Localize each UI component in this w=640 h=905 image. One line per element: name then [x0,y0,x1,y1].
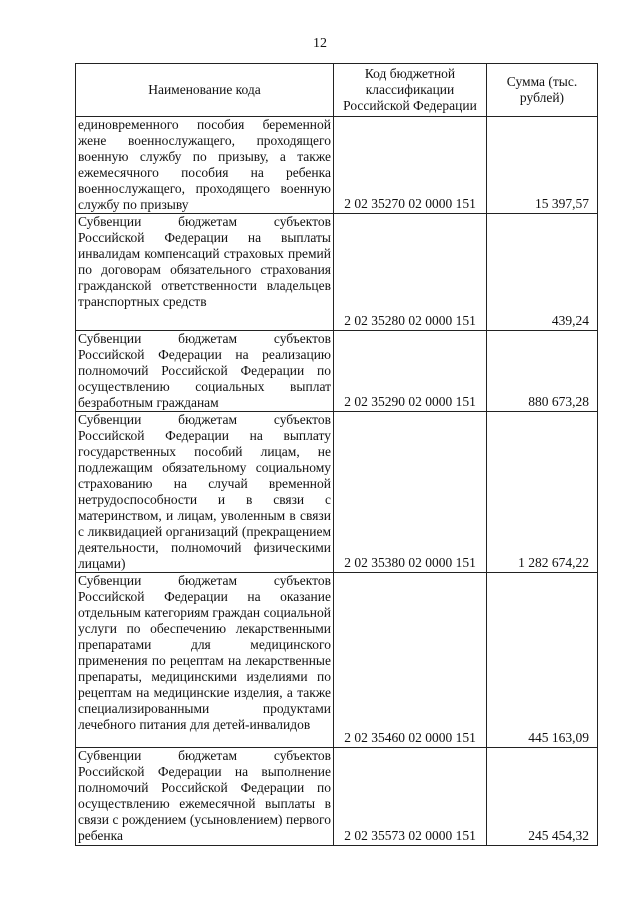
row-amount: 245 454,32 [487,748,598,846]
row-name: Субвенции бюджетам субъектов Российской Федерации на выплату государственных пособий лицам, не подлежащим обязательному социальному страхованию на случай временной нетрудоспособности и в связи с материнством, и лицам, уволенным в связи с ликвидацией организаций (прекращением деятельности, полномочий физическими лицами) [78,412,331,571]
table-row [76,117,598,214]
budget-table [75,63,598,846]
row-code: 2 02 35270 02 0000 151 [334,117,487,214]
header-name: Наименование кода [76,64,334,117]
row-amount: 880 673,28 [487,331,598,412]
row-name: единовременного пособия беременной жене военнослужащего, проходящего военную службу по призыву, а также ежемесячного пособия на ребенка военнослужащего, проходящего военную службу по призыву [78,117,331,212]
table-row [76,412,598,573]
row-amount: 439,24 [487,214,598,331]
table-header [76,64,598,117]
table-row [76,573,598,748]
row-code: 2 02 35380 02 0000 151 [334,412,487,573]
header-code: Код бюджетной классификации Российской Федерации [334,64,487,117]
row-name: Субвенции бюджетам субъектов Российской Федерации на реализацию полномочий Российской Федерации по осуществлению социальных выплат безработным гражданам [78,331,331,410]
row-code: 2 02 35290 02 0000 151 [334,331,487,412]
table-body [76,117,598,846]
row-amount: 15 397,57 [487,117,598,214]
page-number: 12 [313,36,327,51]
table-row [76,331,598,412]
row-code: 2 02 35280 02 0000 151 [334,214,487,331]
row-name: Субвенции бюджетам субъектов Российской Федерации на выполнение полномочий Российской Федерации по осуществлению ежемесячной выплаты в связи с рождением (усыновлением) первого ребенка [78,748,331,843]
row-amount: 1 282 674,22 [487,412,598,573]
row-code: 2 02 35460 02 0000 151 [334,573,487,748]
table-row [76,214,598,331]
table-row [76,748,598,846]
row-code: 2 02 35573 02 0000 151 [334,748,487,846]
row-name: Субвенции бюджетам субъектов Российской Федерации на оказание отдельным категориям граждан социальной услуги по обеспечению лекарственными препаратами для медицинского применения по рецептам на лекарственные препараты, медицинскими изделиями по рецептам на медицинские изделия, а также специализированными продуктами лечебного питания для детей-инвалидов [78,573,331,732]
row-name: Субвенции бюджетам субъектов Российской Федерации на выплаты инвалидам компенсаций страховых премий по договорам обязательного страхования гражданской ответственности владельцев транспортных средств [78,214,331,309]
row-amount: 445 163,09 [487,573,598,748]
header-amount: Сумма (тыс. рублей) [487,64,598,117]
